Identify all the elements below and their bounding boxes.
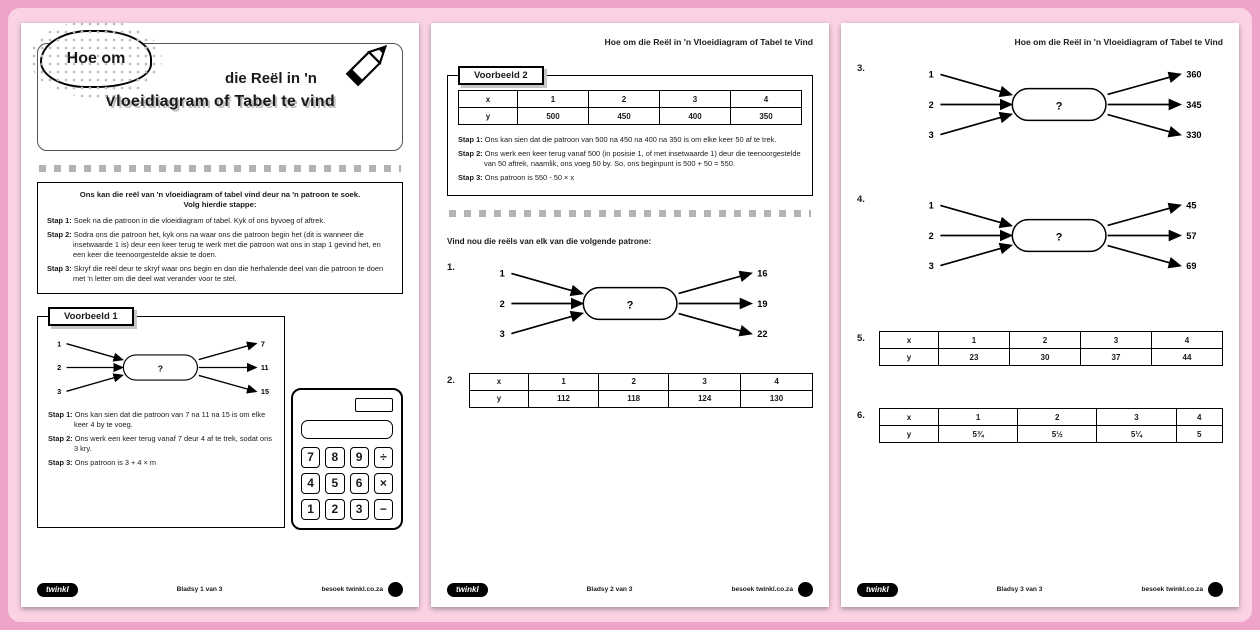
- table-cell: 130: [741, 390, 813, 407]
- dotted-divider: [39, 165, 401, 172]
- calculator-key: ÷: [374, 447, 393, 468]
- input-value: 2: [57, 362, 62, 372]
- step-body: Sodra ons die patroon het, kyk ons na waar ons die patroon begin het (dit is wanneer die insetwaarde 1 is) deur een keer terug te werk met die patroon wat ons in stap 1 gevind het, en een keer die teenoorgestelde aksie te doen.: [73, 229, 381, 259]
- table-cell: 400: [660, 108, 731, 125]
- step-label: Stap 1:: [47, 215, 72, 225]
- step-body: Ons patroon is 550 - 50 × x: [484, 172, 575, 182]
- table-cell: y: [459, 108, 518, 125]
- step-label: Stap 1:: [48, 409, 73, 419]
- question-1: [447, 260, 813, 347]
- step-text: [458, 149, 802, 169]
- step-body: Ons kan sien dat die patroon van 7 na 11 na 15 is om elke keer 4 by te voeg.: [74, 409, 266, 429]
- table-cell: 350: [731, 108, 802, 125]
- input-value: 2: [928, 230, 934, 241]
- table-cell: 2: [589, 91, 660, 108]
- input-value: 3: [928, 260, 934, 271]
- step-body: Ons kan sien dat die patroon van 500 na 450 na 400 na 350 is om elke keer 50 af te trek.: [484, 135, 777, 144]
- question-2-table: [469, 373, 813, 408]
- question-number: 6.: [857, 410, 865, 421]
- intro-line-1: Ons kan die reël van 'n vloeidiagram of tabel vind deur na 'n patroon te soek.: [79, 190, 361, 199]
- y-row: [880, 426, 1223, 443]
- table-cell: 5½: [1018, 426, 1097, 443]
- flow-diagram-example-1: [48, 333, 290, 402]
- rule-box-question-mark: ?: [157, 363, 164, 374]
- pencil-icon: [340, 34, 398, 92]
- page-number: Bladsy 1 van 3: [176, 586, 223, 593]
- rule-box-question-mark: ?: [626, 299, 634, 312]
- step-label: Stap 3:: [47, 263, 72, 273]
- title-block: [37, 43, 403, 151]
- output-value: 11: [260, 362, 269, 372]
- table-cell: 23: [939, 349, 1010, 366]
- step-text: [458, 173, 802, 183]
- table-cell: 4: [731, 91, 802, 108]
- calculator-key: 6: [350, 473, 369, 494]
- y-row: [880, 349, 1223, 366]
- flow-diagram-question-4: [917, 192, 1223, 279]
- question-5-table: [879, 331, 1223, 366]
- output-value: 22: [757, 328, 768, 339]
- step-body: Ons patroon is 3 + 4 × m: [74, 457, 157, 467]
- input-value: 3: [928, 129, 934, 140]
- table-cell: 30: [1010, 349, 1081, 366]
- table-cell: 4: [1152, 332, 1223, 349]
- table-cell: 450: [589, 108, 660, 125]
- step-body: Soek na die patroon in die vloeidiagram of tabel. Kyk of ons byvoeg of aftrek.: [73, 215, 326, 225]
- calculator-illustration: [291, 388, 403, 530]
- output-value: 19: [757, 298, 768, 309]
- question-5: [857, 331, 1223, 366]
- question-number: 4.: [857, 194, 865, 205]
- table-cell: 3: [1081, 332, 1152, 349]
- output-value: 15: [260, 386, 270, 396]
- page-number: Bladsy 3 van 3: [996, 586, 1043, 593]
- question-6-table: [879, 408, 1223, 443]
- page-header-title: Hoe om die Reël in 'n Vloeidiagram of Tabel te Vind: [604, 37, 813, 47]
- footer-right: [321, 582, 403, 597]
- output-value: 69: [1186, 260, 1197, 271]
- table-cell: 2: [1018, 409, 1097, 426]
- x-row: [880, 409, 1223, 426]
- calculator-key: ×: [374, 473, 393, 494]
- question-number: 1.: [447, 261, 455, 273]
- table-cell: y: [880, 349, 939, 366]
- calculator-key: 4: [301, 473, 320, 494]
- calculator-key: 5: [325, 473, 344, 494]
- question-6-table-wrap: [879, 408, 1223, 443]
- input-value: 1: [928, 69, 934, 80]
- site-link: besoek twinkl.co.za: [321, 586, 383, 593]
- step-body: Ons werk een keer terug vanaf 500 (in posisie 1, of met insetwaarde 1) deur die teenoorgestelde van 50 aftrek, naamlik, ons voeg 50 by. So, ons beginpunt is 500 + 50 = 550.: [484, 148, 801, 168]
- input-value: 1: [928, 200, 934, 211]
- step-label: Stap 3:: [458, 172, 483, 182]
- output-value: 330: [1186, 129, 1202, 140]
- question-number: 3.: [857, 63, 865, 74]
- step-label: Stap 1:: [458, 135, 483, 144]
- output-value: 45: [1186, 200, 1197, 211]
- question-1-diagram-wrap: [469, 260, 813, 347]
- twinkl-logo: twinkl: [857, 583, 898, 597]
- page-footer: [37, 582, 403, 597]
- table-cell: 2: [1010, 332, 1081, 349]
- twinkl-badge-icon: [798, 582, 813, 597]
- step-label: Stap 2:: [458, 148, 483, 158]
- calculator-keypad: [301, 447, 393, 520]
- table-cell: 4: [1176, 409, 1222, 426]
- page-header-title: Hoe om die Reël in 'n Vloeidiagram of Tabel te Vind: [1014, 37, 1223, 47]
- question-6: [857, 408, 1223, 443]
- page-1: [21, 23, 419, 607]
- hoe-om-badge: [40, 30, 152, 88]
- twinkl-logo: twinkl: [447, 583, 488, 597]
- example-1-box: [37, 310, 285, 528]
- step-text: [48, 434, 274, 454]
- step-label: Stap 2:: [47, 229, 72, 239]
- step-text: [47, 230, 393, 260]
- output-value: 345: [1186, 99, 1202, 110]
- x-row: [880, 332, 1223, 349]
- twinkl-logo: twinkl: [37, 583, 78, 597]
- table-cell: x: [459, 91, 518, 108]
- table-cell: 2: [599, 373, 669, 390]
- input-value: 3: [499, 328, 505, 339]
- calculator-key: 8: [325, 447, 344, 468]
- site-link: besoek twinkl.co.za: [731, 586, 793, 593]
- question-number: 5.: [857, 333, 865, 344]
- page-number: Bladsy 2 van 3: [586, 586, 633, 593]
- table-cell: y: [880, 426, 939, 443]
- page-2: [431, 23, 829, 607]
- example-1-label: Voorbeeld 1: [48, 307, 134, 326]
- flow-diagram-question-1: [488, 260, 794, 347]
- step-body: Skryf die reël deur te skryf waar ons begin en dan die herhalende deel van die patroon te doen met 'n letter om die deel wat verander voor te stel.: [73, 263, 384, 283]
- step-text: [48, 458, 274, 468]
- table-cell: 500: [518, 108, 589, 125]
- example-2-label: Voorbeeld 2: [458, 66, 544, 85]
- calculator-solar-panel: [355, 398, 393, 412]
- badge-label: Hoe om: [66, 50, 126, 67]
- question-5-table-wrap: [879, 331, 1223, 366]
- table-cell: 3: [1097, 409, 1176, 426]
- input-value: 2: [499, 298, 505, 309]
- calculator-display: [301, 420, 393, 439]
- table-cell: 124: [669, 390, 741, 407]
- table-cell: x: [880, 332, 939, 349]
- question-2: [447, 373, 813, 408]
- page-footer: [447, 582, 813, 597]
- y-row: [459, 108, 802, 125]
- calculator-key: 7: [301, 447, 320, 468]
- input-value: 1: [57, 339, 62, 349]
- footer-right: [1141, 582, 1223, 597]
- step-body: Ons werk een keer terug vanaf 7 deur 4 af te trek, sodat ons 3 kry.: [74, 433, 272, 453]
- step-text: [458, 135, 802, 145]
- table-cell: 112: [529, 390, 599, 407]
- table-cell: 4: [741, 373, 813, 390]
- table-cell: 37: [1081, 349, 1152, 366]
- table-cell: 1: [939, 332, 1010, 349]
- table-cell: 3: [660, 91, 731, 108]
- table-cell: y: [470, 390, 529, 407]
- rule-box-question-mark: ?: [1055, 231, 1063, 244]
- dotted-divider: [449, 210, 811, 217]
- question-3: [857, 61, 1223, 148]
- step-text: [48, 410, 274, 430]
- input-value: 2: [928, 99, 934, 110]
- page-3: [841, 23, 1239, 607]
- y-row: [470, 390, 813, 407]
- example-2-table: [458, 90, 802, 125]
- example-2-box: [447, 70, 813, 196]
- table-cell: 3: [669, 373, 741, 390]
- input-value: 3: [57, 386, 62, 396]
- x-row: [470, 373, 813, 390]
- question-4-diagram-wrap: [879, 192, 1223, 279]
- calculator-key: 3: [350, 499, 369, 520]
- intro-heading: [47, 190, 393, 211]
- output-value: 57: [1186, 230, 1197, 241]
- title-line-1: die Reël in 'n: [225, 70, 317, 87]
- output-value: 7: [260, 339, 265, 349]
- twinkl-badge-icon: [388, 582, 403, 597]
- footer-right: [731, 582, 813, 597]
- calculator-key: 9: [350, 447, 369, 468]
- question-2-table-wrap: [469, 373, 813, 408]
- table-cell: 118: [599, 390, 669, 407]
- step-text: [47, 264, 393, 284]
- output-value: 16: [757, 268, 768, 279]
- question-4: [857, 192, 1223, 279]
- twinkl-badge-icon: [1208, 582, 1223, 597]
- flow-diagram-question-3: [917, 61, 1223, 148]
- step-text: [47, 216, 393, 226]
- step-label: Stap 2:: [48, 433, 73, 443]
- table-cell: x: [470, 373, 529, 390]
- practice-heading: Vind nou die reëls van elk van die volgende patrone:: [447, 236, 652, 246]
- site-link: besoek twinkl.co.za: [1141, 586, 1203, 593]
- question-3-diagram-wrap: [879, 61, 1223, 148]
- rule-box-question-mark: ?: [1055, 100, 1063, 113]
- x-row: [459, 91, 802, 108]
- input-value: 1: [499, 268, 505, 279]
- table-cell: 5: [1176, 426, 1222, 443]
- table-cell: x: [880, 409, 939, 426]
- calculator-key: 2: [325, 499, 344, 520]
- table-cell: 5¼: [1097, 426, 1176, 443]
- table-cell: 1: [529, 373, 599, 390]
- table-cell: 1: [518, 91, 589, 108]
- title-line-2: Vloeidiagram of Tabel te vind: [105, 93, 335, 110]
- question-number: 2.: [447, 374, 455, 386]
- example-1-section: [37, 310, 403, 528]
- calculator-key: −: [374, 499, 393, 520]
- page-footer: [857, 582, 1223, 597]
- step-label: Stap 3:: [48, 457, 73, 467]
- table-cell: 44: [1152, 349, 1223, 366]
- output-value: 360: [1186, 69, 1202, 80]
- intro-box: [37, 182, 403, 294]
- intro-line-2: Volg hierdie stappe:: [183, 200, 257, 210]
- table-cell: 1: [939, 409, 1018, 426]
- calculator-key: 1: [301, 499, 320, 520]
- example-2-section: [447, 70, 813, 196]
- table-cell: 5¾: [939, 426, 1018, 443]
